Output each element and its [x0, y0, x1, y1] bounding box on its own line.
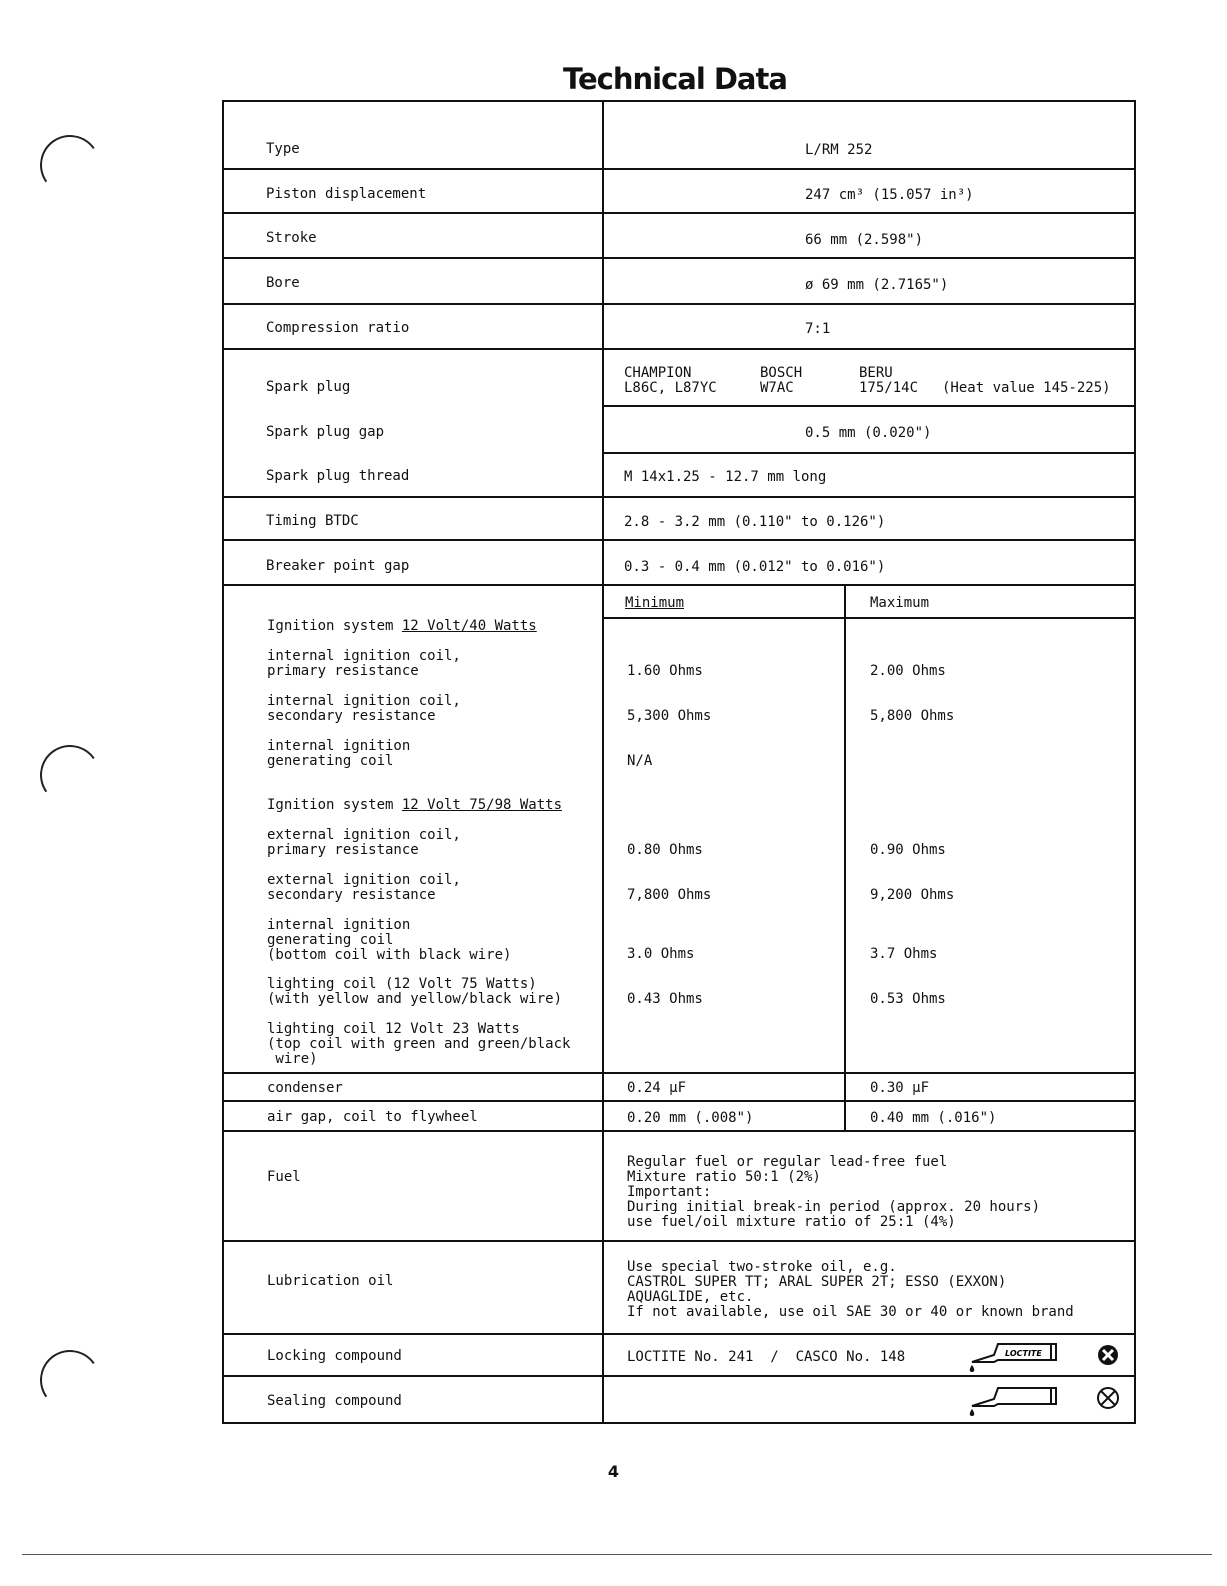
page-number: 4 — [607, 1462, 620, 1481]
row-label-compression: Compression ratio — [266, 320, 410, 336]
row-label-spark-plug: Spark plug — [266, 379, 351, 395]
condenser-label: condenser — [267, 1080, 343, 1096]
row-value-timing: 2.8 - 3.2 mm (0.110" to 0.126") — [624, 514, 886, 530]
row-label-spark-thread: Spark plug thread — [266, 468, 410, 484]
row-value-compression: 7:1 — [805, 321, 831, 337]
row-label-timing: Timing BTDC — [266, 513, 359, 529]
lubrication-value: Use special two-stroke oil, e.g. CASTROL SUPER TT; ARAL SUPER 2T; ESSO (EXXON) AQUAGLIDE, etc. If not available, use oil SAE 30 or 40 or known brand — [627, 1259, 1074, 1320]
page-title: Technical Data — [563, 62, 787, 96]
row-label-spark-gap: Spark plug gap — [266, 424, 385, 440]
locking-value: LOCTITE No. 241 / CASCO No. 148 — [627, 1349, 906, 1365]
spark-plug-models-bosch: W7AC — [760, 380, 794, 396]
sealing-symbol-icon — [1096, 1386, 1120, 1410]
row-value-spark-gap: 0.5 mm (0.020") — [805, 425, 932, 441]
sealing-label: Sealing compound — [267, 1393, 402, 1409]
ignition-item-min: 3.0 Ohms — [627, 946, 695, 962]
ignition-item-max: 9,200 Ohms — [870, 887, 955, 903]
row-value-spark-thread: M 14x1.25 - 12.7 mm long — [624, 469, 827, 485]
ignition-item-label: external ignition coil, primary resistance — [267, 827, 461, 858]
ignition-item-label: external ignition coil, secondary resistance — [267, 872, 461, 903]
ignition-item-max: 2.00 Ohms — [870, 663, 946, 679]
binder-hole-icon — [35, 1345, 105, 1415]
ignition-system-2: Ignition system 12 Volt 75/98 Watts — [267, 797, 563, 813]
row-value-breaker: 0.3 - 0.4 mm (0.012" to 0.016") — [624, 559, 886, 575]
ignition-item-label: internal ignition coil, secondary resistance — [267, 693, 461, 724]
condenser-max: 0.30 µF — [870, 1080, 930, 1096]
spark-plug-models-champion: L86C, L87YC — [624, 380, 717, 396]
ignition-item-max: 0.90 Ohms — [870, 842, 946, 858]
sealing-tube-icon — [966, 1382, 1058, 1418]
row-label-displacement: Piston displacement — [266, 186, 427, 202]
spark-plug-brand-bosch: BOSCH — [760, 365, 803, 381]
ignition-item-min: 7,800 Ohms — [627, 887, 712, 903]
row-label-breaker: Breaker point gap — [266, 558, 410, 574]
row-label-stroke: Stroke — [266, 230, 317, 246]
ignition-item-min: N/A — [627, 753, 653, 769]
binder-hole-icon — [35, 740, 105, 810]
ignition-item-label: lighting coil (12 Volt 75 Watts) (with yellow and yellow/black wire) — [267, 976, 563, 1007]
ignition-item-min: 5,300 Ohms — [627, 708, 712, 724]
ignition-item-label: internal ignition coil, primary resistance — [267, 648, 461, 679]
lubrication-label: Lubrication oil — [267, 1273, 394, 1289]
spark-plug-models-beru: 175/14C — [859, 380, 919, 396]
ignition-item-max: 3.7 Ohms — [870, 946, 938, 962]
loctite-tube-label: LOCTITE — [1005, 1349, 1042, 1358]
binder-hole-icon — [35, 130, 105, 200]
header-maximum: Maximum — [870, 595, 930, 611]
ignition-item-label: internal ignition generating coil — [267, 738, 411, 769]
locking-symbol-icon — [1096, 1343, 1120, 1367]
header-minimum: Minimum — [625, 595, 685, 611]
row-label-type: Type — [266, 141, 300, 157]
technical-data-table — [222, 100, 1136, 1424]
ignition-item-max: 5,800 Ohms — [870, 708, 955, 724]
ignition-item-min: 1.60 Ohms — [627, 663, 703, 679]
air-gap-min: 0.20 mm (.008") — [627, 1110, 754, 1126]
ignition-item-min: 0.43 Ohms — [627, 991, 703, 1007]
ignition-item-label: lighting coil 12 Volt 23 Watts (top coil with green and green/black wire) — [267, 1021, 571, 1067]
row-value-bore: ø 69 mm (2.7165") — [805, 277, 949, 293]
spark-plug-heat-value: (Heat value 145-225) — [942, 380, 1111, 396]
spark-plug-brand-champion: CHAMPION — [624, 365, 692, 381]
ignition-item-min: 0.80 Ohms — [627, 842, 703, 858]
condenser-min: 0.24 µF — [627, 1080, 687, 1096]
loctite-tube-icon — [966, 1338, 1058, 1374]
row-label-bore: Bore — [266, 275, 300, 291]
air-gap-label: air gap, coil to flywheel — [267, 1109, 478, 1125]
spark-plug-brand-beru: BERU — [859, 365, 893, 381]
footer-rule — [22, 1554, 1212, 1555]
ignition-system-1: Ignition system 12 Volt/40 Watts — [267, 618, 537, 634]
row-value-stroke: 66 mm (2.598") — [805, 232, 924, 248]
row-value-displacement: 247 cm³ (15.057 in³) — [805, 187, 974, 203]
locking-label: Locking compound — [267, 1348, 402, 1364]
ignition-item-max: 0.53 Ohms — [870, 991, 946, 1007]
row-value-type: L/RM 252 — [805, 142, 873, 158]
fuel-label: Fuel — [267, 1169, 301, 1185]
fuel-value: Regular fuel or regular lead-free fuel Mixture ratio 50:1 (2%) Important: During initial break-in period (approx. 20 hours) use fuel/oil mixture ratio of 25:1 (4%) — [627, 1154, 1041, 1230]
ignition-item-label: internal ignition generating coil (bottom coil with black wire) — [267, 917, 512, 963]
air-gap-max: 0.40 mm (.016") — [870, 1110, 997, 1126]
